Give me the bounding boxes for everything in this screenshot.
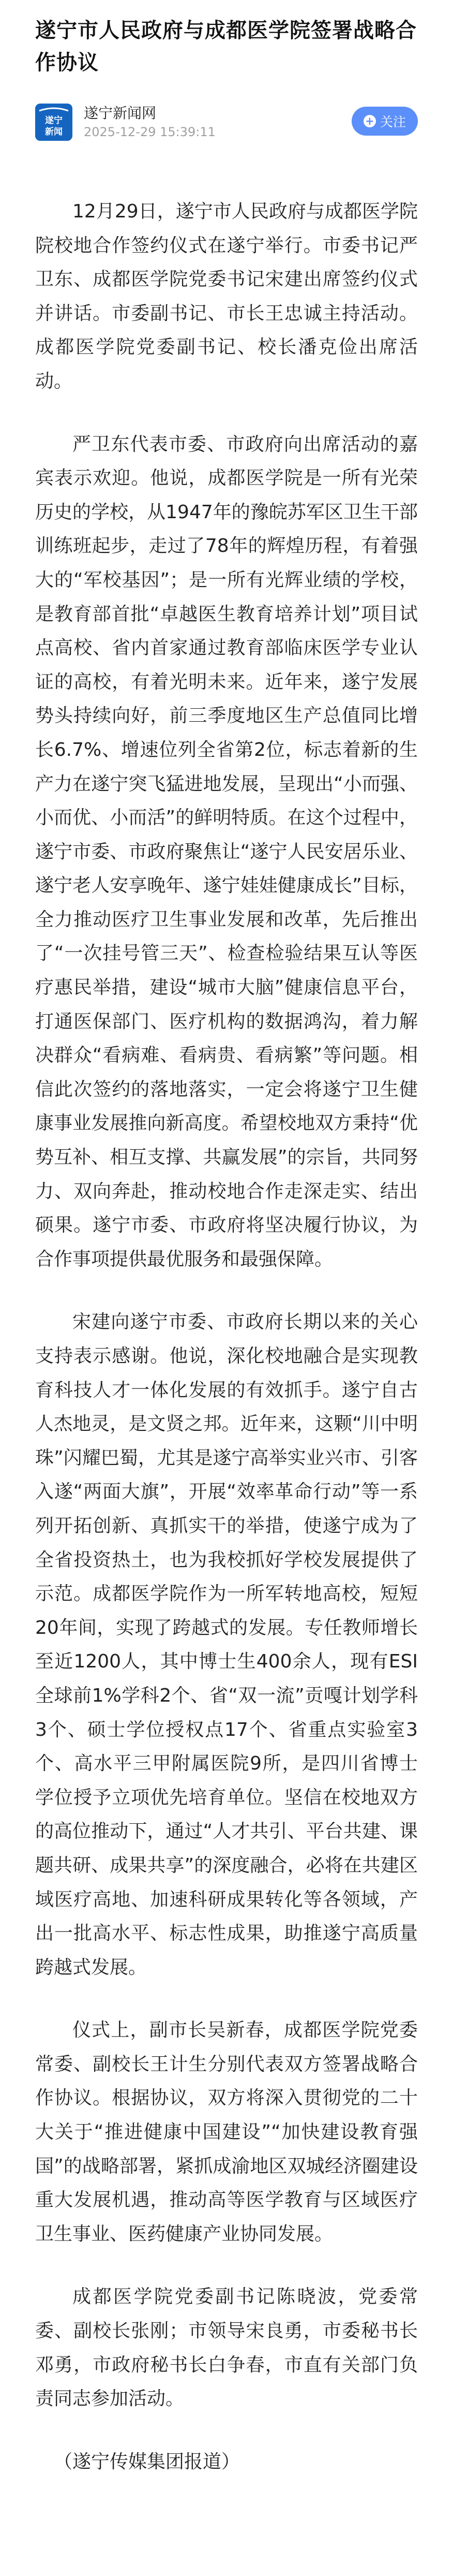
account-meta xyxy=(84,104,216,141)
publish-time: 2025-12-29 15:39:11 xyxy=(84,125,216,139)
paragraph-3: 宋建向遂宁市委、市政府长期以来的关心支持表示感谢。他说，深化校地融合是实现教育科技人才一体化发展的有效抓手。遂宁自古人杰地灵，是文贤之邦。近年来，这颗“川中明珠”闪耀巴蜀，尤其是遂宁高举实业兴市、引客入遂“两面大旗”，开展“效率革命行动”等一系列开拓创新、真抓实干的举措，使遂宁成为了全省投资热土，也为我校抓好学校发展提供了示范。成都医学院作为一所军转地高校，短短20年间，实现了跨越式的发展。专任教师增长至近1200人，其中博士生400余人，现有ESI全球前1%学科2个、省“双一流”贡嘎计划学科3个、硕士学位授权点17个、省重点实验室3个、高水平三甲附属医院9所，是四川省博士学位授予立项优先培育单位。坚信在校地双方的高位推动下，通过“人才共引、平台共建、课题共研、成果共享”的深度融合，必将在共建区域医疗高地、加速科研成果转化等各领域，产出一批高水平、标志性成果，助推遂宁高质量跨越式发展。 xyxy=(35,1311,418,1978)
paragraph-4: 仪式上，副市长吴新春，成都医学院党委常委、副校长王计生分别代表双方签署战略合作协议。根据协议，双方将深入贯彻党的二十大关于“推进健康中国建设”“加快建设教育强国”的战略部署，紧抓成渝地区双城经济圈建设重大发展机遇，推动高等医学教育与区域医疗卫生事业、医药健康产业协同发展。 xyxy=(35,2019,418,2245)
article-title: 遂宁市人民政府与成都医学院签署战略合作协议 xyxy=(35,19,417,75)
avatar-text-bottom: 新闻 xyxy=(45,127,63,137)
follow-label: 关注 xyxy=(380,114,406,129)
source-credit: （遂宁传媒集团报道） xyxy=(54,2451,240,2472)
news-logo-icon xyxy=(35,104,72,141)
paragraph-1: 12月29日，遂宁市人民政府与成都医学院院校地合作签约仪式在遂宁举行。市委书记严卫东、成都医学院党委书记宋建出席签约仪式并讲话。市委副书记、市长王忠诚主持活动。成都医学院党委副书记、校长潘克俭出席活动。 xyxy=(35,201,418,392)
paragraph-5: 成都医学院党委副书记陈晓波，党委常委、副校长张刚；市领导宋良勇，市委秘书长邓勇，市政府秘书长白争春，市直有关部门负责同志参加活动。 xyxy=(35,2286,418,2410)
account-header xyxy=(35,100,418,144)
paragraph-2: 严卫东代表市委、市政府向出席活动的嘉宾表示欢迎。他说，成都医学院是一所有光荣历史的学校，从1947年的豫皖苏军区卫生干部训练班起步，走过了78年的辉煌历程，有着强大的“军校基因”；是一所有光辉业绩的学校，是教育部首批“卓越医生教育培养计划”项目试点高校、省内首家通过教育部临床医学专业认证的高校，有着光明未来。近年来，遂宁发展势头持续向好，前三季度地区生产总值同比增长6.7%、增速位列全省第2位，标志着新的生产力在遂宁突飞猛进地发展，呈现出“小而强、小而优、小而活”的鲜明特质。在这个过程中，遂宁市委、市政府聚焦让“遂宁人民安居乐业、遂宁老人安享晚年、遂宁娃娃健康成长”目标，全力推动医疗卫生事业发展和改革，先后推出了“一次挂号管三天”、检查检验结果互认等医疗惠民举措，建设“城市大脑”健康信息平台，打通医保部门、医疗机构的数据鸿沟，着力解决群众“看病难、看病贵、看病繁”等问题。相信此次签约的落地落实，一定会将遂宁卫生健康事业发展推向新高度。希望校地双方秉持“优势互补、相互支撑、共赢发展”的宗旨，共同努力、双向奔赴，推动校地合作走深走实、结出硕果。遂宁市委、市政府将坚决履行协议，为合作事项提供最优服务和最强保障。 xyxy=(35,433,418,1270)
avatar-text-top: 遂宁 xyxy=(45,115,63,126)
article-body xyxy=(35,195,418,2479)
plus-icon: + xyxy=(364,115,376,127)
account-name[interactable]: 遂宁新闻网 xyxy=(84,105,157,122)
follow-button[interactable] xyxy=(352,107,418,136)
account-avatar[interactable] xyxy=(35,104,72,141)
